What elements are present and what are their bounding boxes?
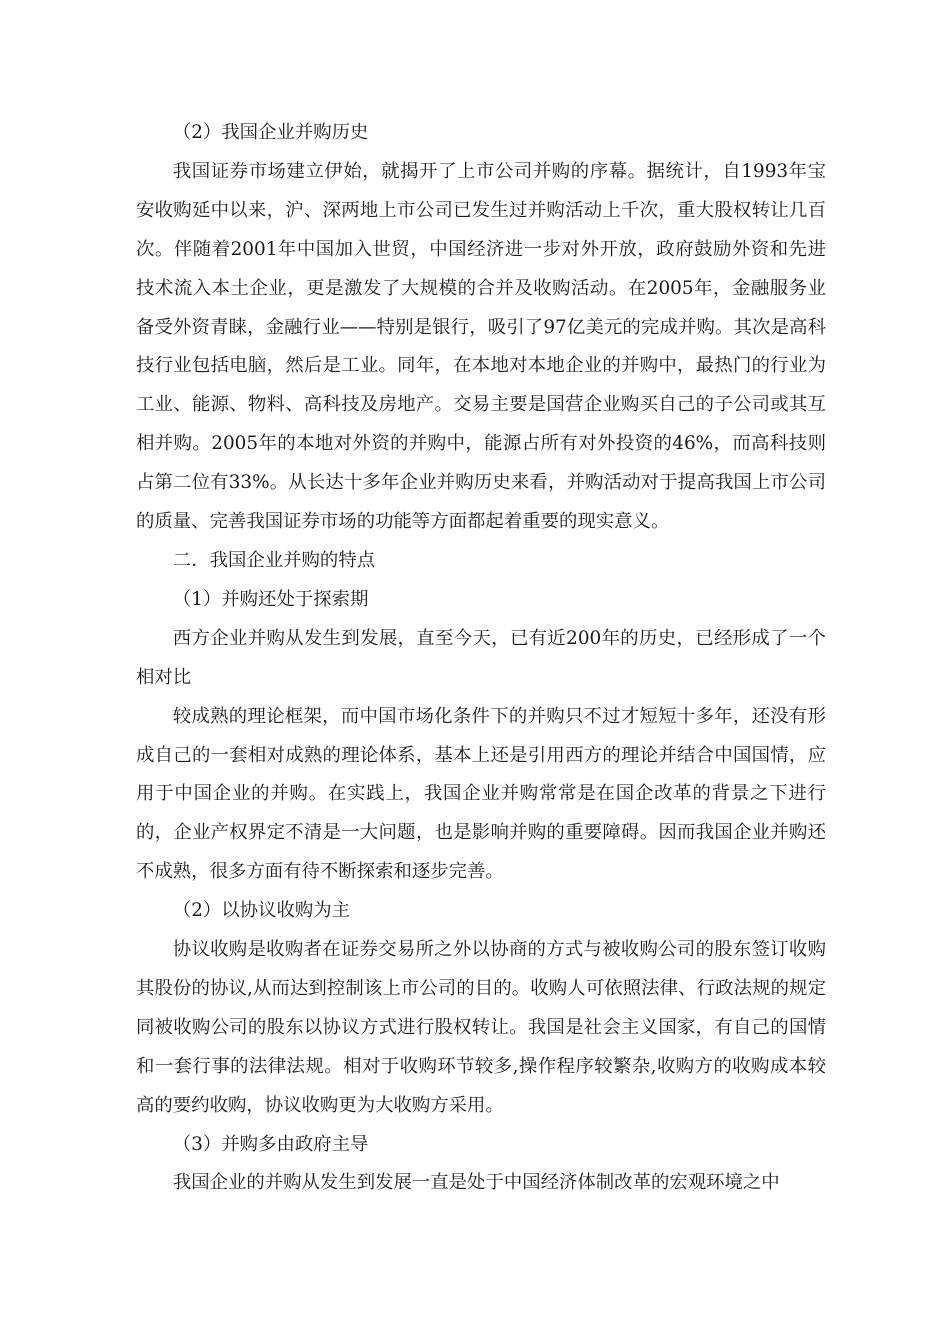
- subheading-government-led: （3）并购多由政府主导: [172, 1133, 369, 1155]
- paragraph-western-mergers: 西方企业并购从发生到发展，直至今天，已有近200年的历史，已经形成了一个相对比: [136, 627, 826, 688]
- subheading-exploration: （1）并购还处于探索期: [172, 588, 369, 610]
- paragraph-agreement-acquisition: 协议收购是收购者在证券交易所之外以协商的方式与被收购公司的股东签订收购其股份的协议,从而达到控制该上市公司的目的。收购人可依照法律、行政法规的规定同被收购公司的股东以协议方式进行股权转让。我国是社会主义国家，有自己的国情和一套行事的法律法规。相对于收购环节较多,操作程序较繁杂,收购方的收购成本较高的要约收购，协议收购更为大收购方采用。: [136, 939, 826, 1116]
- paragraph-government-led: 我国企业的并购从发生到发展一直是处于中国经济体制改革的宏观环境之中: [172, 1172, 780, 1194]
- section-heading-features: 二．我国企业并购的特点: [172, 549, 376, 571]
- paragraph-theory-framework: 较成熟的理论框架，而中国市场化条件下的并购只不过才短短十多年，还没有形成自己的一套相对成熟的理论体系，基本上还是引用西方的理论并结合中国国情，应用于中国企业的并购。在实践上，我国企业并购常常是在国企改革的背景之下进行的，企业产权界定不清是一大问题，也是影响并购的重要障碍。因而我国企业并购还不成熟，很多方面有待不断探索和逐步完善。: [136, 705, 826, 883]
- subheading-agreement-acquisition: （2）以协议收购为主: [172, 900, 351, 922]
- document-body: [136, 114, 826, 1203]
- paragraph-history: 我国证券市场建立伊始，就揭开了上市公司并购的序幕。据统计，自1993年宝安收购延中以来，沪、深两地上市公司已发生过并购活动上千次，重大股权转让几百次。伴随着2001年中国加入世贸，中国经济进一步对外开放，政府鼓励外资和先进技术流入本土企业，更是激发了大规模的合并及收购活动。在2005年，金融服务业备受外资青睐，金融行业——特别是银行，吸引了97亿美元的完成并购。其次是高科技行业包括电脑，然后是工业。同年，在本地对本地企业的并购中，最热门的行业为工业、能源、物料、高科技及房地产。交易主要是国营企业购买自己的子公司或其互相并购。2005年的本地对外资的并购中，能源占所有对外投资的46%，而高科技则占第二位有33%。从长达十多年企业并购历史来看，并购活动对于提高我国上市公司的质量、完善我国证券市场的功能等方面都起着重要的现实意义。: [136, 160, 826, 533]
- subheading-history: （2）我国企业并购历史: [172, 122, 369, 143]
